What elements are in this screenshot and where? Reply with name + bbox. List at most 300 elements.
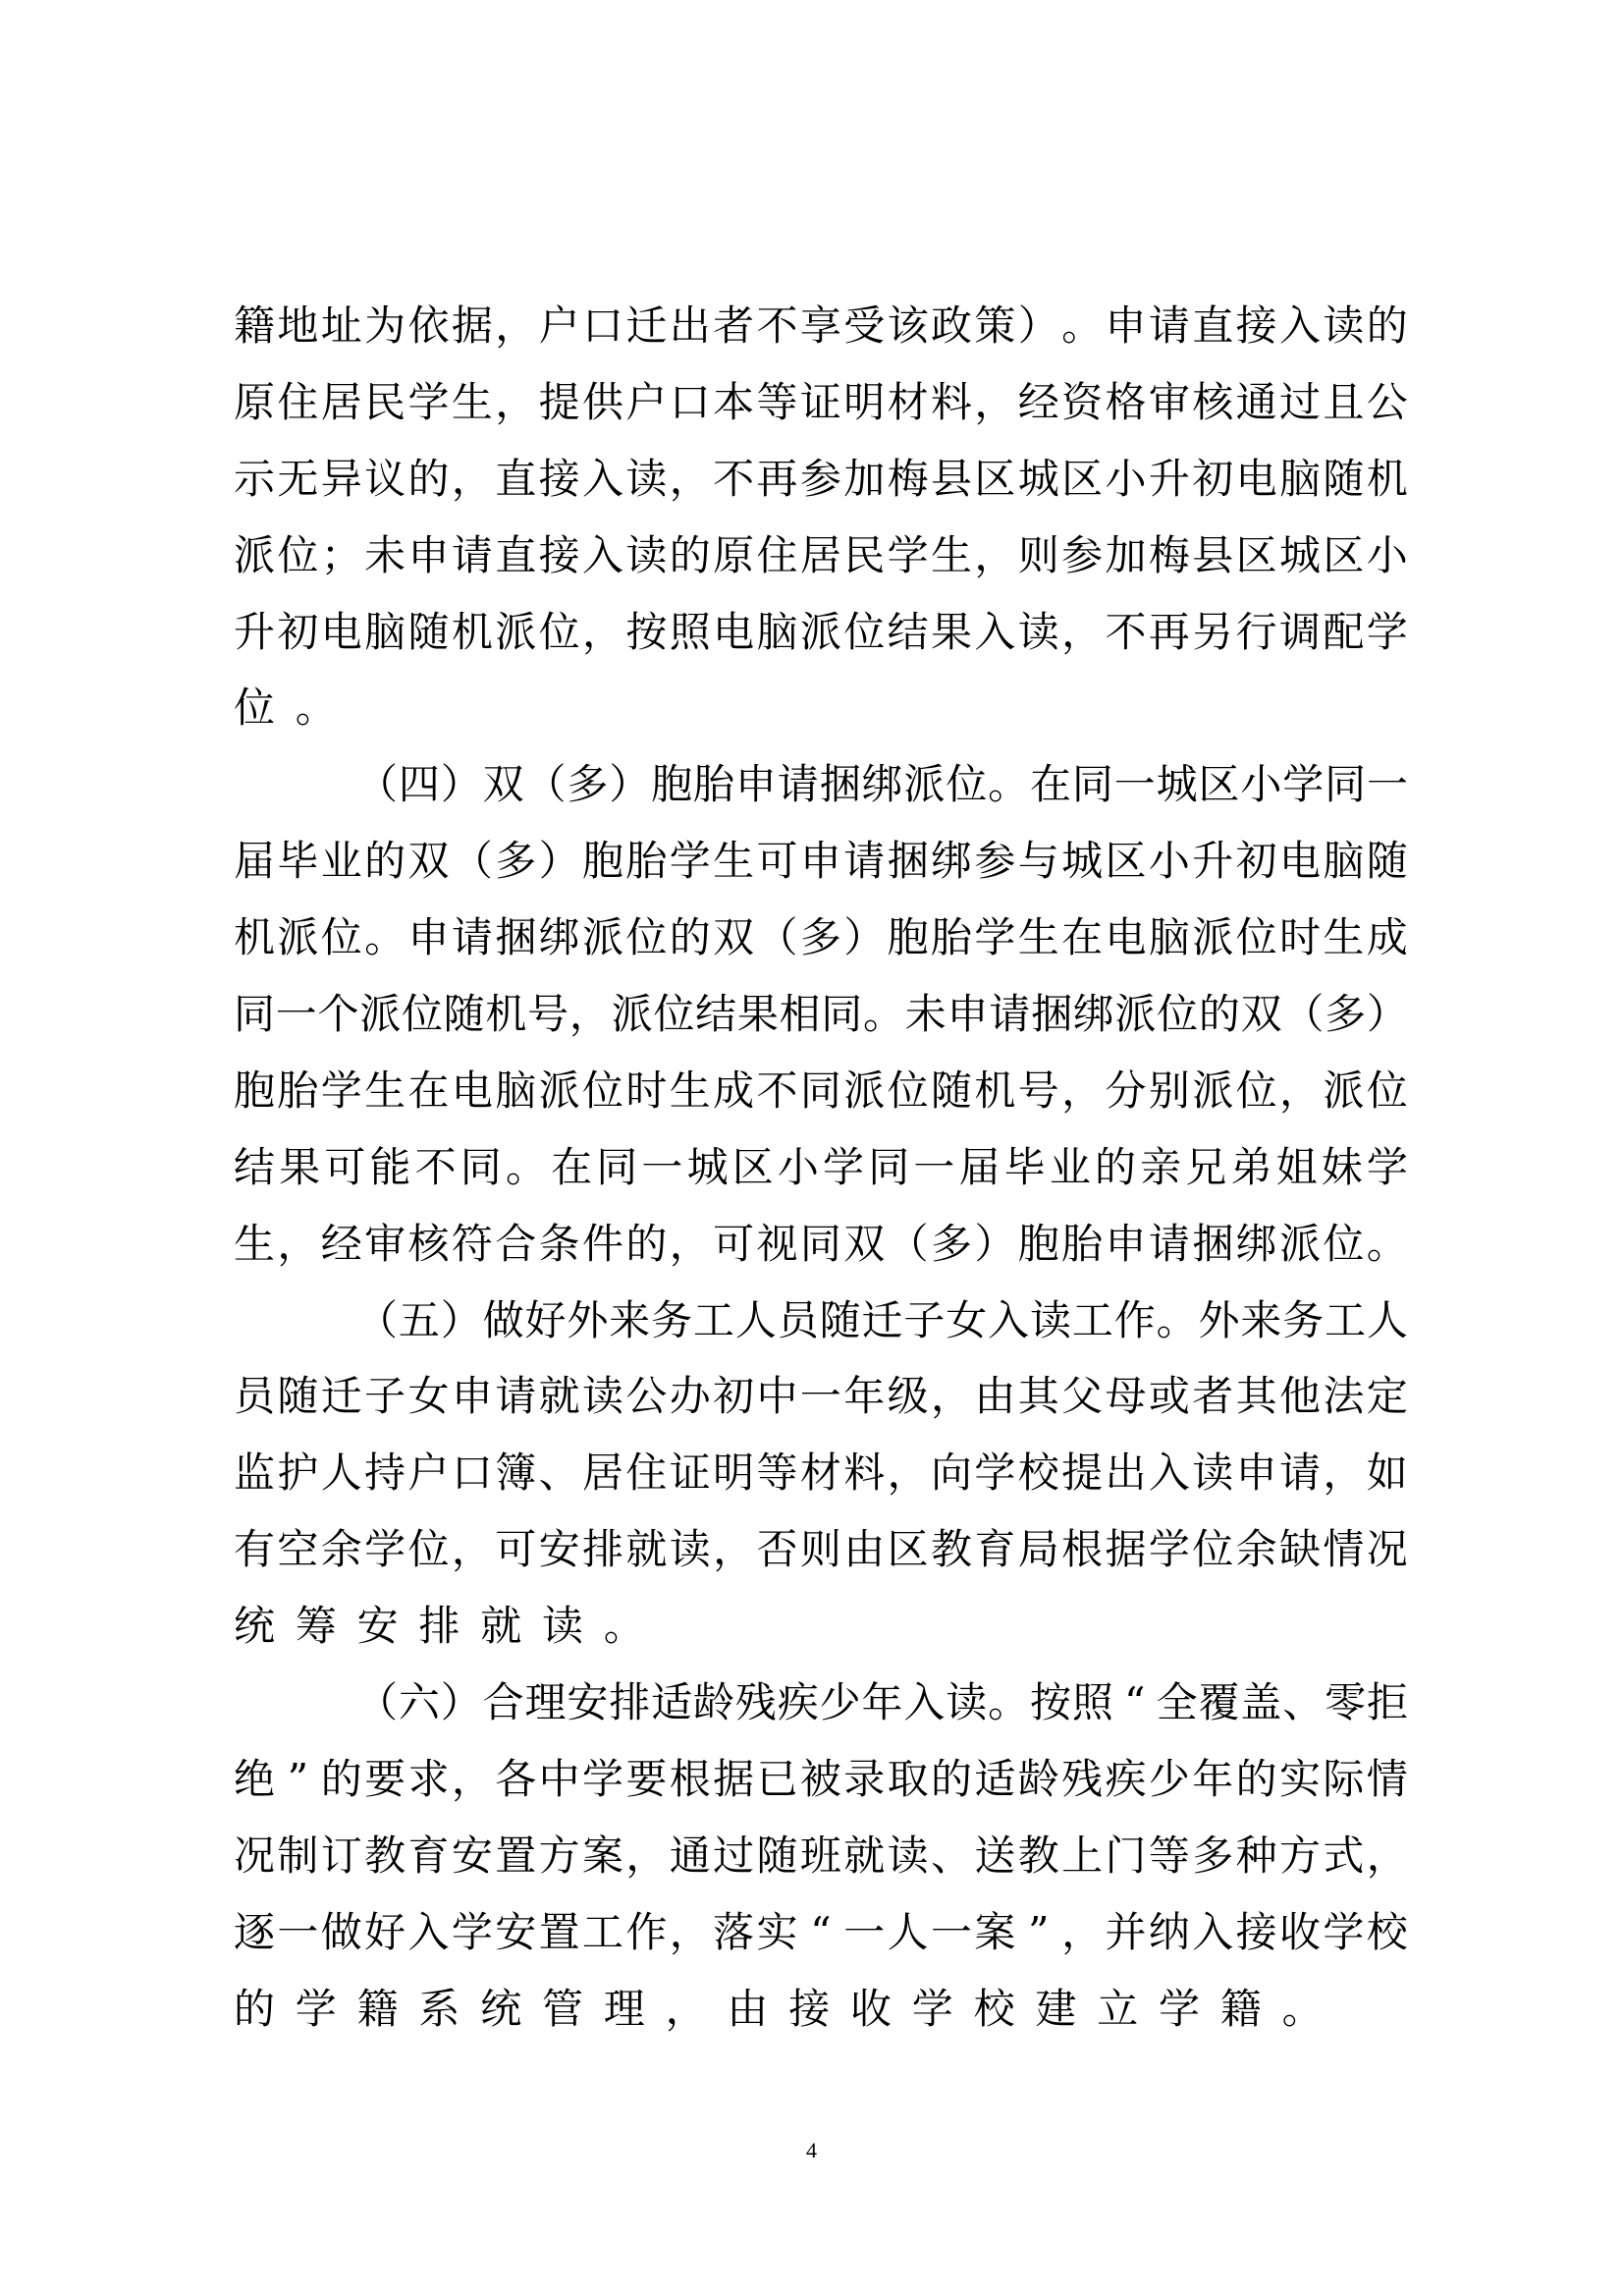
character: 请 — [1279, 1449, 1322, 1498]
character: （ — [356, 1295, 399, 1344]
character: 核 — [1192, 377, 1234, 426]
text-line — [234, 448, 1408, 524]
character: ， — [713, 1525, 755, 1574]
character: （ — [451, 837, 493, 886]
character: 随 — [819, 1295, 861, 1344]
character: 结 — [887, 607, 929, 656]
character: 排 — [582, 1525, 624, 1574]
character: 好 — [524, 1295, 567, 1344]
character: 生 — [364, 1066, 406, 1115]
character: 位 — [843, 607, 886, 656]
character: 户 — [625, 377, 668, 426]
character: ， — [887, 1449, 929, 1498]
character: 否 — [756, 1525, 798, 1574]
character: 的 — [1198, 990, 1240, 1039]
character: 案 — [974, 1907, 1016, 1956]
character: 少 — [1148, 1754, 1190, 1803]
character: 级 — [887, 1372, 929, 1421]
character: 拒 — [1367, 1678, 1409, 1727]
character: 申 — [947, 990, 989, 1039]
character: 同 — [596, 1142, 638, 1191]
character: 派 — [359, 990, 402, 1039]
character: 审 — [1148, 377, 1190, 426]
character: 同 — [868, 1142, 910, 1191]
character: （ — [887, 1219, 929, 1268]
character: 余 — [320, 1525, 362, 1574]
character: 入 — [974, 607, 1016, 656]
character: 公 — [1366, 377, 1408, 426]
character: 派 — [611, 990, 653, 1039]
character: 余 — [1235, 1525, 1277, 1574]
character: 位 — [887, 1066, 929, 1115]
character: 随 — [277, 1372, 319, 1421]
character: “ — [1124, 1678, 1146, 1727]
character: 城 — [686, 1142, 729, 1191]
character: 同 — [1071, 760, 1113, 809]
character: 姐 — [1275, 1142, 1318, 1191]
character: 排 — [609, 1678, 651, 1727]
character: 口 — [582, 301, 624, 350]
character: ） — [609, 760, 651, 809]
character: 申 — [799, 837, 841, 886]
character: 法 — [1323, 1372, 1365, 1421]
character: 学 — [1366, 1142, 1408, 1191]
character: 明 — [713, 1449, 755, 1498]
character: 城 — [1017, 454, 1059, 503]
character: 子 — [364, 1372, 406, 1421]
character: 派 — [234, 530, 276, 579]
character: 住 — [277, 377, 319, 426]
character: 不 — [1105, 607, 1147, 656]
character: 读 — [1323, 301, 1365, 350]
character: 位 — [1192, 1525, 1234, 1574]
character: 按 — [625, 607, 668, 656]
character: 的 — [669, 530, 711, 579]
section-heading-line — [234, 1671, 1408, 1748]
character: （ — [356, 1678, 399, 1727]
character: 派 — [1114, 990, 1157, 1039]
character: 接 — [538, 454, 580, 503]
character: 安 — [567, 1678, 609, 1727]
character: 电 — [1105, 913, 1147, 962]
character: 。 — [1366, 1219, 1408, 1268]
character: 申 — [407, 530, 450, 579]
text-line — [234, 906, 1408, 983]
character: 学 — [364, 1525, 406, 1574]
character: 未 — [904, 990, 947, 1039]
character: 根 — [669, 1754, 711, 1803]
character: 就 — [843, 1831, 886, 1880]
character: 学 — [974, 1449, 1016, 1498]
character: 的 — [364, 837, 406, 886]
character: 派 — [1192, 1066, 1234, 1115]
character: 相 — [779, 990, 821, 1039]
text-line — [234, 1901, 1408, 1978]
character: 本 — [713, 377, 755, 426]
character: 成 — [713, 1066, 755, 1115]
character: 的 — [669, 913, 711, 962]
character: 学 — [669, 837, 711, 886]
character: 情 — [1323, 1525, 1365, 1574]
character: 电 — [713, 607, 755, 656]
character: 安 — [495, 1907, 537, 1956]
character: 入 — [407, 1907, 450, 1956]
character: 缺 — [1279, 1525, 1322, 1574]
character: 调 — [1279, 607, 1322, 656]
character: 读 — [946, 1678, 988, 1727]
character: 者 — [713, 301, 755, 350]
character: 异 — [320, 454, 362, 503]
character: 适 — [651, 1678, 693, 1727]
character: 一 — [1113, 760, 1156, 809]
character: 参 — [974, 837, 1016, 886]
character: 原 — [234, 377, 276, 426]
character: 生 — [451, 377, 493, 426]
character: 届 — [958, 1142, 1001, 1191]
character: 员 — [777, 1295, 819, 1344]
character: 入 — [1192, 1907, 1234, 1956]
character: 五 — [398, 1295, 440, 1344]
character: 根 — [1061, 1525, 1104, 1574]
character: 口 — [451, 1449, 493, 1498]
character: 经 — [320, 1219, 362, 1268]
character: ） — [440, 760, 482, 809]
character: 年 — [861, 1678, 903, 1727]
character: 脑 — [756, 607, 798, 656]
character: 则 — [799, 1525, 841, 1574]
character: 并 — [1105, 1907, 1147, 1956]
character: 读 — [625, 454, 668, 503]
character: ， — [669, 454, 711, 503]
character: 派 — [1192, 913, 1234, 962]
character: 居 — [799, 530, 841, 579]
character: 入 — [1279, 301, 1322, 350]
character: 母 — [1105, 1372, 1147, 1421]
character: 学 — [1323, 1907, 1365, 1956]
character: 育 — [974, 1525, 1016, 1574]
character: 残 — [1061, 1754, 1104, 1803]
character: ； — [320, 530, 362, 579]
character: 学 — [1366, 607, 1408, 656]
character: 再 — [1148, 607, 1190, 656]
character: 脑 — [1279, 454, 1322, 503]
character: 读 — [669, 1525, 711, 1574]
character: 果 — [931, 607, 973, 656]
character: 教 — [931, 1525, 973, 1574]
character: 位 — [277, 530, 319, 579]
character: ） — [440, 1678, 482, 1727]
character: 随 — [443, 990, 485, 1039]
character: 号 — [1017, 1066, 1059, 1115]
character: 材 — [799, 1449, 841, 1498]
character: 盖 — [1240, 1678, 1282, 1727]
character: 胎 — [625, 837, 668, 886]
character: 作 — [625, 1907, 668, 1956]
character: 则 — [1017, 530, 1059, 579]
character: 工 — [693, 1295, 735, 1344]
character: 员 — [234, 1372, 276, 1421]
character: 据 — [713, 1754, 755, 1803]
character: 的 — [1366, 301, 1408, 350]
character: 该 — [887, 301, 929, 350]
character: 在 — [407, 1066, 450, 1115]
character: 种 — [1235, 1831, 1277, 1880]
character: 的 — [1235, 1754, 1277, 1803]
character: 覆 — [1198, 1678, 1240, 1727]
character: 入 — [1148, 1449, 1190, 1498]
character: 录 — [843, 1754, 886, 1803]
character: 脑 — [1323, 837, 1365, 886]
character: 格 — [1105, 377, 1147, 426]
character: 时 — [1279, 913, 1322, 962]
character: 多 — [799, 913, 841, 962]
character: 条 — [538, 1219, 580, 1268]
character: 局 — [1017, 1525, 1059, 1574]
character: ， — [1366, 1831, 1408, 1880]
character: 住 — [756, 530, 798, 579]
character: ， — [1323, 1449, 1365, 1498]
character: 胞 — [887, 913, 929, 962]
character: 中 — [756, 1372, 798, 1421]
character: 不 — [756, 301, 798, 350]
character: 位 — [1235, 913, 1277, 962]
character: 电 — [1235, 454, 1277, 503]
character: 出 — [1105, 1449, 1147, 1498]
character: 其 — [1235, 1372, 1277, 1421]
character: 安 — [451, 1831, 493, 1880]
character: 机 — [451, 607, 493, 656]
text-line — [234, 1518, 1408, 1595]
character: 的 — [931, 1754, 973, 1803]
character: 捆 — [1030, 990, 1072, 1039]
character: 等 — [1148, 1831, 1190, 1880]
character: 派 — [538, 1066, 580, 1115]
character: 区 — [974, 454, 1016, 503]
character: 如 — [1366, 1449, 1408, 1498]
character: 。 — [988, 760, 1030, 809]
character: 零 — [1325, 1678, 1367, 1727]
character: 机 — [974, 1066, 1016, 1115]
character: 申 — [734, 760, 777, 809]
character: 安 — [538, 1525, 580, 1574]
character: 女 — [407, 1372, 450, 1421]
character: 合 — [495, 1219, 537, 1268]
character: 结 — [695, 990, 737, 1039]
character: 别 — [1148, 1066, 1190, 1115]
character: 外 — [1198, 1295, 1240, 1344]
character: 地 — [277, 301, 319, 350]
character: 位 — [582, 1066, 624, 1115]
character: 随 — [931, 1066, 973, 1115]
character: 各 — [495, 1754, 537, 1803]
character: 方 — [1279, 1831, 1322, 1880]
character: 。 — [1061, 301, 1104, 350]
character: 派 — [277, 913, 319, 962]
character: 读 — [625, 530, 668, 579]
character: 居 — [582, 1449, 624, 1498]
character: ， — [451, 1525, 493, 1574]
character: 校 — [1366, 1907, 1408, 1956]
character: 定 — [1366, 1372, 1408, 1421]
character: 位 — [407, 1525, 450, 1574]
text-line — [234, 1060, 1408, 1136]
character: 生 — [1323, 913, 1365, 962]
character: 子 — [903, 1295, 946, 1344]
character: 由 — [974, 1372, 1016, 1421]
text-line — [234, 1825, 1408, 1901]
character: 可 — [324, 1142, 366, 1191]
character: 置 — [495, 1831, 537, 1880]
character: 收 — [1279, 1907, 1322, 1956]
character: 一 — [913, 1142, 955, 1191]
character: ， — [931, 1372, 973, 1421]
character: 簿 — [495, 1449, 537, 1498]
character: 通 — [669, 1831, 711, 1880]
character: 要 — [364, 1754, 406, 1803]
character: ） — [1017, 301, 1059, 350]
character: 学 — [407, 377, 450, 426]
character: 示 — [234, 454, 276, 503]
character: 业 — [1049, 1142, 1091, 1191]
character: 情 — [1366, 1754, 1408, 1803]
character: 公 — [625, 1372, 668, 1421]
character: 疾 — [777, 1678, 819, 1727]
character: 他 — [1279, 1372, 1322, 1421]
character: 就 — [538, 1372, 580, 1421]
character: 同 — [234, 990, 276, 1039]
character: 兄 — [1185, 1142, 1227, 1191]
character: 分 — [1105, 1066, 1147, 1115]
character: 脑 — [1148, 913, 1190, 962]
character: 请 — [1148, 1219, 1190, 1268]
character: 小 — [1148, 837, 1190, 886]
character: 要 — [625, 1754, 668, 1803]
character: 申 — [1235, 1449, 1277, 1498]
character: 机 — [485, 990, 527, 1039]
character: 同 — [799, 1219, 841, 1268]
character: 、 — [538, 1449, 580, 1498]
character: 派 — [1323, 1066, 1365, 1115]
character: 位 — [401, 990, 443, 1039]
character: 置 — [538, 1907, 580, 1956]
character: 龄 — [693, 1678, 735, 1727]
character: 料 — [843, 1449, 886, 1498]
character: 双 — [1240, 990, 1282, 1039]
character: 有 — [234, 1525, 276, 1574]
character: 机 — [234, 913, 276, 962]
character: 行 — [1235, 607, 1277, 656]
character: 电 — [320, 607, 362, 656]
character: 妹 — [1321, 1142, 1363, 1191]
character: 。 — [863, 990, 905, 1039]
character: ， — [974, 530, 1016, 579]
character: ， — [1061, 1066, 1104, 1115]
character: 区 — [731, 1142, 774, 1191]
character: ， — [495, 377, 537, 426]
character: 配 — [1323, 607, 1365, 656]
character: 请 — [451, 913, 493, 962]
character: 位 — [320, 913, 362, 962]
character: （ — [356, 760, 399, 809]
character: 的 — [320, 1754, 362, 1803]
character: ， — [568, 990, 611, 1039]
character: 可 — [713, 1219, 755, 1268]
character: 。 — [505, 1142, 547, 1191]
character: 来 — [1240, 1295, 1282, 1344]
character: 件 — [582, 1219, 624, 1268]
character: 住 — [625, 1449, 668, 1498]
character: 案 — [582, 1831, 624, 1880]
character: 依 — [407, 301, 450, 350]
character: 不 — [756, 1066, 798, 1115]
section-heading-line — [234, 753, 1408, 830]
character: 中 — [538, 1754, 580, 1803]
character: 可 — [756, 837, 798, 886]
character: 毕 — [1003, 1142, 1046, 1191]
character: 读 — [1192, 1449, 1234, 1498]
character: 双 — [843, 1219, 886, 1268]
character: 核 — [407, 1219, 450, 1268]
character: 学 — [320, 1066, 362, 1115]
character: ， — [451, 454, 493, 503]
character: 学 — [887, 530, 929, 579]
character: 、 — [931, 1831, 973, 1880]
character: 初 — [713, 1372, 755, 1421]
character: 供 — [582, 377, 624, 426]
character: 请 — [1148, 301, 1190, 350]
character: 胞 — [582, 837, 624, 886]
character: 无 — [277, 454, 319, 503]
character: 升 — [1192, 837, 1234, 886]
character: 位 — [1366, 1066, 1408, 1115]
character: 申 — [451, 1372, 493, 1421]
character: 门 — [1105, 1831, 1147, 1880]
character: 申 — [1105, 1219, 1147, 1268]
character: 位 — [538, 607, 580, 656]
character: 做 — [482, 1295, 524, 1344]
character: 多 — [1325, 990, 1367, 1039]
character: 初 — [277, 607, 319, 656]
character: 区 — [887, 1525, 929, 1574]
character: 胞 — [1017, 1219, 1059, 1268]
character: 父 — [1061, 1372, 1104, 1421]
character: 生 — [713, 837, 755, 886]
character: 口 — [669, 377, 711, 426]
character: 区 — [1105, 837, 1147, 886]
character: 校 — [1017, 1449, 1059, 1498]
character: 业 — [320, 837, 362, 886]
character: 四 — [398, 760, 440, 809]
character: 梅 — [887, 454, 929, 503]
character: 策 — [974, 301, 1016, 350]
character: ） — [538, 837, 580, 886]
character: 一 — [1367, 760, 1409, 809]
character: ” — [287, 1754, 309, 1803]
character: 申 — [1105, 301, 1147, 350]
character: 学 — [451, 1907, 493, 1956]
character: 制 — [277, 1831, 319, 1880]
character: 捆 — [887, 837, 929, 886]
character: 取 — [887, 1754, 929, 1803]
character: 捆 — [495, 913, 537, 962]
character: 派 — [1279, 1219, 1322, 1268]
character: （ — [524, 760, 567, 809]
character: ， — [277, 1219, 319, 1268]
character: 逐 — [234, 1907, 276, 1956]
character: 加 — [843, 454, 886, 503]
character: 位 — [1323, 1219, 1365, 1268]
character: 机 — [1366, 454, 1408, 503]
